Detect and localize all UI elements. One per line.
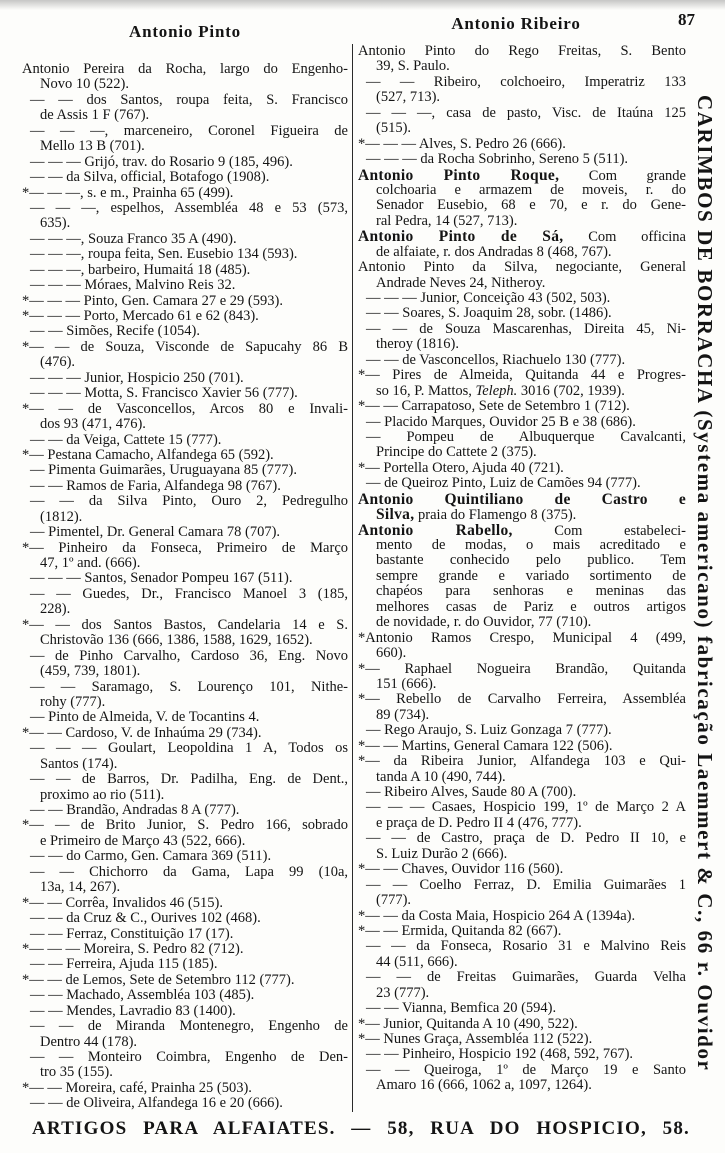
directory-entry [358, 399, 686, 414]
entry-line: — — Mendes, Lavradio 83 (1400). [30, 1002, 236, 1019]
directory-entry [22, 927, 348, 942]
entry-name: Antonio Pinto de Sá, [358, 228, 564, 246]
entry-line: *— — Chaves, Ouvidor 116 (560). [358, 861, 564, 878]
entry-line: bastante conhecido pelo publico. Tem [376, 552, 686, 569]
entry-line: — — — Grijó, trav. do Rosario 9 (185, 496). [30, 153, 293, 170]
entry-line: *— da Ribeira Junior, Alfandega 103 e Qui- [358, 753, 686, 770]
directory-entry [22, 263, 348, 278]
directory-entry [22, 911, 348, 926]
directory-entry [22, 93, 348, 124]
entry-line: — — — da Rocha Sobrinho, Sereno 5 (511). [366, 151, 629, 168]
entry-line: — de Pinho Carvalho, Cardoso 36, Eng. Novo [30, 647, 348, 664]
directory-entry [22, 571, 348, 586]
directory-entry [22, 988, 348, 1003]
entry-line: 13a, 14, 267). [40, 879, 121, 896]
entry-line: — — Chichorro da Gama, Lapa 99 (10a, [30, 863, 348, 880]
entry-line [358, 384, 686, 399]
entry-line: — — da Silva, official, Botafogo (1908). [30, 169, 270, 186]
directory-entry [22, 309, 348, 324]
directory-entry [22, 973, 348, 988]
entry-line: — Pimentel, Dr. General Camara 78 (707). [30, 524, 281, 541]
directory-entry [22, 942, 348, 957]
directory-entry [22, 680, 348, 711]
entry-line: Principe do Cattete 2 (375). [376, 444, 537, 461]
entry-line: — — Machado, Assembléa 103 (485). [30, 987, 255, 1004]
entry-line: theroy (1816). [376, 336, 459, 353]
directory-entry [358, 739, 686, 754]
entry-line: — — —, marceneiro, Coronel Figueira de [30, 122, 348, 139]
entry-line [358, 168, 686, 183]
entry-line: chapéos para senhoras e meninas das [376, 583, 686, 600]
entry-line: — — Coelho Ferraz, D. Emilia Guimarães 1 [366, 876, 686, 893]
entry-line: — Ribeiro Alves, Saude 80 A (700). [366, 784, 577, 800]
directory-entry [358, 692, 686, 723]
directory-entry [358, 878, 686, 909]
directory-entry [358, 306, 686, 321]
entry-line [358, 507, 686, 522]
entry-line: tro 35 (155). [40, 1064, 113, 1081]
directory-entry [358, 754, 686, 785]
directory-entry [358, 44, 686, 75]
directory-entry [22, 803, 348, 818]
entry-line: 151 (666). [376, 675, 437, 692]
entry-line: Novo 10 (522). [40, 76, 130, 93]
running-head-right: Antonio Ribeiro [451, 14, 581, 33]
entry-emphasis: Teleph. [475, 382, 518, 399]
directory-entry [22, 818, 348, 849]
directory-entry [22, 124, 348, 155]
entry-line: 635). [40, 215, 71, 232]
entry-line: *— Rebello de Carvalho Ferreira, Assembléa [358, 691, 686, 708]
entry-line: de novidade, r. do Ouvidor, 77 (710). [376, 614, 592, 631]
directory-entry [358, 970, 686, 1001]
entry-text: 3016 (702, 1939). [517, 382, 625, 399]
entry-line: 228). [40, 601, 71, 618]
footer-advertisement: ARTIGOS PARA ALFAIATES. — 58, RUA DO HOSPICIO, 58. [32, 1118, 690, 1139]
directory-entry [22, 849, 348, 864]
entry-line [358, 229, 686, 244]
directory-entry [22, 479, 348, 494]
entry-line: e praça de D. Pedro II 4 (476, 777). [376, 814, 582, 831]
directory-entry [358, 291, 686, 306]
entry-line: *— — — Alves, S. Pedro 26 (666). [358, 135, 566, 152]
entry-line: 44 (511, 666). [376, 953, 458, 970]
directory-entry [22, 1081, 348, 1096]
entry-line: — — de Freitas Guimarães, Guarda Velha [366, 969, 686, 986]
entry-line: — — —, Souza Franco 35 A (490). [30, 230, 237, 247]
directory-entry [22, 402, 348, 433]
directory-entry [22, 448, 348, 463]
entry-line: de Assis 1 F (767). [40, 107, 150, 124]
directory-entry [358, 106, 686, 137]
directory-entry [358, 260, 686, 291]
entry-line: Antonio Pinto da Silva, negociante, General [358, 259, 686, 276]
entry-line: — de Queiroz Pinto, Luiz de Camões 94 (777). [366, 475, 641, 492]
entry-line: (459, 739, 1801). [40, 663, 141, 680]
directory-entry [358, 785, 686, 800]
directory-entry [358, 322, 686, 353]
entry-line: melhores casas de Pariz e outros artigos [376, 598, 686, 615]
entry-line: 89 (734). [376, 706, 430, 723]
entry-line: *— — — Moreira, S. Pedro 82 (712). [22, 940, 244, 957]
entry-line: — — de Castro, praça de D. Pedro II 10, e [366, 830, 686, 847]
directory-entry [358, 1032, 686, 1047]
entry-line: — — —, casa de pasto, Visc. de Itaúna 125 [366, 104, 686, 121]
scan-edge [0, 0, 725, 10]
directory-entry [22, 726, 348, 741]
entry-line: proximo ao rio (511). [40, 786, 165, 803]
entry-line: — — de Barros, Dr. Padilha, Eng. de Dent., [30, 771, 348, 788]
directory-entry [22, 433, 348, 448]
entry-line: Dentro 44 (178). [40, 1033, 138, 1050]
directory-entry [358, 662, 686, 693]
directory-entry [22, 170, 348, 185]
directory-entry [358, 800, 686, 831]
directory-entry [358, 152, 686, 167]
entry-line: *— — Moreira, café, Prainha 25 (503). [22, 1079, 252, 1096]
entry-line: — — —, roupa feita, Sen. Eusebio 134 (593). [30, 246, 298, 263]
entry-line: — — Soares, S. Joaquim 28, sobr. (1486). [366, 305, 612, 322]
directory-entry [358, 831, 686, 862]
entry-text: Com grande [559, 167, 686, 184]
entry-line: — — de Souza Mascarenhas, Direita 45, Ni- [366, 320, 686, 337]
left-column [22, 62, 348, 1112]
entry-line: *— — de Vasconcellos, Arcos 80 e Invali- [22, 400, 348, 417]
entry-text: so 16, P. Mattos, [376, 382, 476, 399]
entry-name: Antonio Pinto Roque, [358, 166, 560, 184]
entry-line: — — — Junior, Conceição 43 (502, 503). [366, 290, 611, 306]
entry-line: Andrade Neves 24, Nitheroy. [376, 274, 546, 291]
directory-entry [22, 232, 348, 247]
directory-entry [22, 541, 348, 572]
entry-line: *— Pinheiro da Fonseca, Primeiro de Março [22, 539, 348, 556]
entry-line: Senador Eusebio, 68 e 70, e r. do Gene- [376, 197, 686, 214]
directory-entry [358, 862, 686, 877]
entry-line: — — — Casaes, Hospicio 199, 1º de Março 2 A [366, 799, 686, 816]
directory-entry [22, 525, 348, 540]
entry-line: S. Luiz Durão 2 (666). [376, 845, 508, 862]
entry-name: Silva, [376, 506, 415, 524]
directory-entry [358, 939, 686, 970]
entry-line: — — — Santos, Senador Pompeu 167 (511). [30, 570, 293, 587]
directory-entry [358, 1017, 686, 1032]
entry-line: *— — —, s. e m., Prainha 65 (499). [22, 184, 234, 201]
entry-line: (476). [40, 354, 76, 371]
directory-entry [358, 1063, 686, 1094]
entry-name: Antonio Rabello, [358, 521, 513, 539]
entry-line: (1812). [40, 508, 83, 525]
directory-entry [358, 476, 686, 491]
entry-line: *— — — Pinto, Gen. Camara 27 e 29 (593). [22, 292, 283, 309]
page-number: 87 [678, 10, 695, 29]
entry-line: Mello 13 B (701). [40, 138, 145, 155]
running-head-left: Antonio Pinto [129, 22, 241, 41]
entry-line: 39, S. Paulo. [376, 58, 450, 75]
entry-line: Amaro 16 (666, 1062 a, 1097, 1264). [376, 1077, 592, 1094]
entry-line: — — dos Santos, roupa feita, S. Francisco [30, 91, 348, 108]
directory-entry [358, 723, 686, 738]
entry-line: Santos (174). [40, 755, 118, 772]
directory-entry [358, 353, 686, 368]
directory-entry [358, 430, 686, 461]
entry-line: Antonio Pinto do Rego Freitas, S. Bento [358, 43, 686, 59]
entry-line: Antonio Pereira da Rocha, largo do Engenho- [22, 61, 348, 77]
entry-line: — — de Miranda Montenegro, Engenho de [30, 1018, 348, 1035]
directory-entry [22, 1096, 348, 1111]
directory-entry [358, 631, 686, 662]
directory-entry [22, 62, 348, 93]
entry-line: mento de modas, o mais acreditado e [376, 537, 686, 553]
entry-line: *— — de Brito Junior, S. Pedro 166, sobrado [22, 817, 348, 834]
entry-line: *— — da Costa Maia, Hospicio 264 A (1394a). [358, 907, 636, 924]
directory-entry [22, 340, 348, 371]
entry-line: *— Nunes Graça, Assembléa 112 (522). [358, 1031, 593, 1047]
directory-entry [22, 201, 348, 232]
entry-text: Com officina [563, 229, 686, 246]
directory-entry [358, 368, 686, 399]
entry-line: *— — Cardoso, V. de Inhaúma 29 (734). [22, 724, 262, 741]
directory-entry [22, 896, 348, 911]
entry-line: 660). [376, 645, 407, 662]
entry-line: — — —, espelhos, Assembléa 48 e 53 (573, [30, 199, 348, 216]
entry-line: — Pinto de Almeida, V. de Tocantins 4. [30, 709, 260, 726]
entry-line: *— Pestana Camacho, Alfandega 65 (592). [22, 446, 274, 463]
entry-line: *— — Corrêa, Invalidos 46 (515). [22, 894, 223, 911]
entry-line: *— Pires de Almeida, Quitanda 44 e Progres- [358, 367, 686, 384]
directory-entry [22, 463, 348, 478]
directory-entry [358, 909, 686, 924]
entry-line: *— — de Souza, Visconde de Sapucahy 86 B [22, 338, 348, 355]
entry-line: dos 93 (471, 476). [40, 416, 146, 433]
entry-line: — — Monteiro Coimbra, Engenho de Den- [30, 1049, 348, 1065]
entry-line: — — Ramos de Faria, Alfandega 98 (767). [30, 477, 281, 494]
entry-line: (515). [376, 120, 412, 137]
entry-line: e Primeiro de Março 43 (522, 666). [40, 832, 246, 849]
entry-line: — — da Veiga, Cattete 15 (777). [30, 431, 222, 448]
directory-entry [22, 294, 348, 309]
entry-line: Christovão 136 (666, 1386, 1588, 1629, 1652). [40, 632, 313, 649]
directory-entry [358, 75, 686, 106]
directory-entry [358, 492, 686, 523]
entry-line: — — — Goulart, Leopoldina 1 A, Todos os [30, 740, 348, 757]
entry-line: *— — Carrapatoso, Sete de Setembro 1 (712). [358, 398, 630, 415]
entry-line: 47, 1º and. (666). [40, 555, 141, 571]
entry-line [358, 492, 686, 507]
entry-line: — — — Junior, Hospicio 250 (701). [30, 369, 244, 386]
entry-line: — — Queiroga, 1º de Março 19 e Santo [366, 1061, 686, 1078]
entry-line: — Rego Araujo, S. Luiz Gonzaga 7 (777). [366, 722, 612, 739]
entry-line: ral Pedra, 14 (527, 713). [376, 212, 518, 229]
entry-line: (777). [376, 892, 412, 909]
entry-line [358, 523, 686, 538]
entry-text: Com estabeleci- [512, 522, 687, 539]
directory-entry [22, 371, 348, 386]
directory-entry [22, 957, 348, 972]
directory-entry [22, 1004, 348, 1019]
entry-line: colchoaria e armazem de moveis, r. do [376, 181, 686, 198]
entry-line: *— Raphael Nogueira Brandão, Quitanda [358, 660, 686, 677]
entry-line: — — de Vasconcellos, Riachuelo 130 (777). [366, 351, 626, 368]
entry-line: — — da Cruz & C., Ourives 102 (468). [30, 910, 261, 927]
entry-line: (527, 713). [376, 89, 441, 106]
entry-line: 23 (777). [376, 984, 430, 1001]
entry-line: — — Guedes, Dr., Francisco Manoel 3 (185, [30, 585, 348, 602]
entry-line: — — do Carmo, Gen. Camara 369 (511). [30, 848, 272, 865]
entry-text: praia do Flamengo 8 (375). [414, 507, 577, 524]
side-advertisement: CARIMBOS DE BORRACHA (Systema americano) fabricação Laemmert & C., 66 r. Ouvidor [693, 95, 717, 1072]
directory-entry [22, 649, 348, 680]
directory-entry [358, 415, 686, 430]
directory-entry [22, 1019, 348, 1050]
entry-line: — — — Motta, S. Francisco Xavier 56 (777). [30, 385, 298, 402]
directory-entry [22, 386, 348, 401]
directory-entry [22, 247, 348, 262]
entry-line: — — da Fonseca, Rosario 31 e Malvino Reis [366, 938, 686, 955]
entry-line: — Pimenta Guimarães, Uruguayana 85 (777). [30, 462, 297, 479]
entry-line: — — de Oliveira, Alfandega 16 e 20 (666). [30, 1095, 283, 1112]
entry-line: *Antonio Ramos Crespo, Municipal 4 (499, [358, 629, 686, 646]
directory-entry [22, 155, 348, 170]
entry-line: — — Ferraz, Constituição 17 (17). [30, 925, 234, 942]
entry-name: Antonio Quintiliano de Castro e [358, 490, 686, 508]
entry-line: *— — — Porto, Mercado 61 e 62 (843). [22, 308, 259, 324]
entry-line: — — Brandão, Andradas 8 A (777). [30, 802, 240, 818]
entry-line: — — Ferreira, Ajuda 115 (185). [30, 956, 218, 973]
entry-line: — — — Móraes, Malvino Reis 32. [30, 277, 236, 294]
entry-line: *— — de Lemos, Sete de Setembro 112 (777). [22, 971, 295, 988]
entry-line: — — Pinheiro, Hospicio 192 (468, 592, 767). [366, 1046, 634, 1063]
directory-entry [358, 137, 686, 152]
entry-line: *— Junior, Quitanda A 10 (490, 522). [358, 1015, 578, 1032]
directory-entry [358, 924, 686, 939]
directory-entry [22, 618, 348, 649]
directory-entry [358, 461, 686, 476]
entry-line: — — da Silva Pinto, Ouro 2, Pedregulho [30, 493, 348, 510]
directory-entry [22, 587, 348, 618]
directory-entry [22, 710, 348, 725]
directory-entry [22, 772, 348, 803]
directory-entry [22, 186, 348, 201]
entry-line: tanda A 10 (490, 744). [376, 768, 506, 785]
directory-entry [358, 523, 686, 631]
entry-line: — — —, barbeiro, Humaitá 18 (485). [30, 261, 251, 278]
directory-entry [22, 324, 348, 339]
entry-line: — Placido Marques, Ouvidor 25 B e 38 (686). [366, 413, 636, 430]
right-column [358, 44, 686, 1094]
entry-line: — — Vianna, Bemfica 20 (594). [366, 1000, 557, 1017]
entry-line: — — Saramago, S. Lourenço 101, Nithe- [30, 678, 348, 695]
directory-entry [358, 168, 686, 230]
directory-entry [22, 278, 348, 293]
entry-line: *— — dos Santos Bastos, Candelaria 14 e S. [22, 616, 348, 633]
entry-line: *— Portella Otero, Ajuda 40 (721). [358, 459, 564, 476]
directory-entry [22, 494, 348, 525]
entry-line: *— — Martins, General Camara 122 (506). [358, 737, 613, 754]
entry-line: — Pompeu de Albuquerque Cavalcanti, [366, 428, 686, 445]
directory-entry [22, 865, 348, 896]
entry-line: — — Ribeiro, colchoeiro, Imperatriz 133 [366, 73, 686, 90]
entry-line: rohy (777). [40, 693, 106, 710]
directory-entry [358, 1047, 686, 1062]
entry-line: *— — Ermida, Quitanda 82 (667). [358, 922, 562, 939]
column-rule [352, 44, 353, 1112]
entry-line: — — Simões, Recife (1054). [30, 323, 200, 340]
directory-entry [22, 1050, 348, 1081]
entry-line: sempre grande e variado sortimento de [376, 567, 686, 584]
entry-line: de alfaiate, r. dos Andradas 8 (468, 767). [376, 243, 612, 260]
directory-entry [358, 1001, 686, 1016]
directory-entry [358, 229, 686, 260]
directory-entry [22, 741, 348, 772]
